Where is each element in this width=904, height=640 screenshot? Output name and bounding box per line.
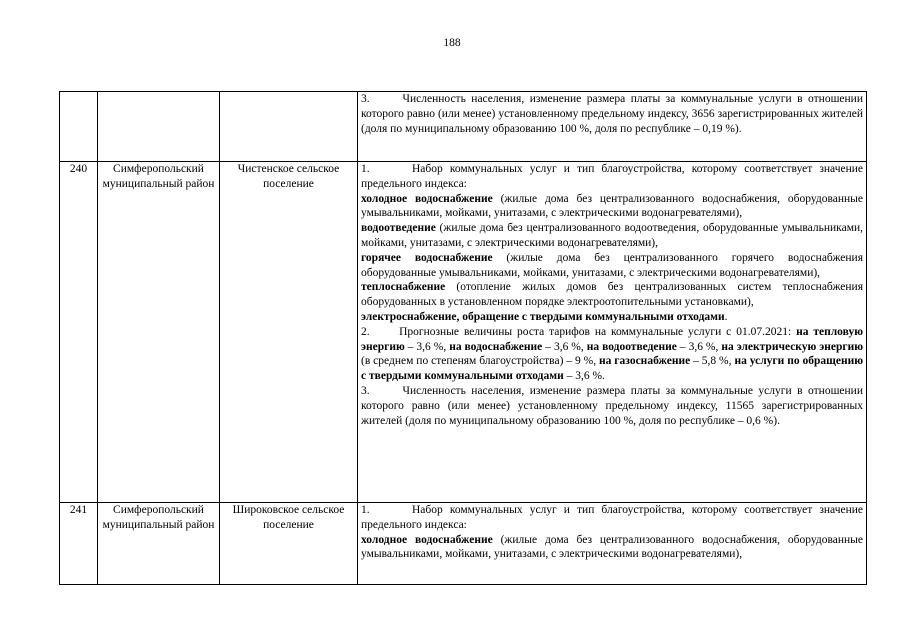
paragraph-end: . bbox=[724, 310, 728, 323]
region-cell bbox=[98, 92, 220, 162]
description-cell bbox=[358, 162, 867, 503]
tariff-value: – 3,6 %, bbox=[404, 340, 450, 353]
description-paragraph bbox=[361, 310, 863, 325]
service-name: обращение с твердыми коммунальными отходами bbox=[462, 310, 725, 323]
service-description: (отопление жилых домов без централизованных систем теплоснабжения оборудованных в установленном порядке электроотопительными установками), bbox=[361, 281, 863, 309]
description-paragraph bbox=[361, 325, 863, 384]
description-paragraph bbox=[361, 384, 863, 428]
description-paragraph bbox=[361, 503, 863, 533]
service-description: (жилые дома без централизованного водоотведения, оборудованные умывальниками, мойками, унитазами, с электрическими водонагревателями), bbox=[361, 222, 863, 249]
tariff-service: на тепловую энергию bbox=[361, 325, 863, 353]
tariff-service: на водоотведение bbox=[586, 340, 677, 353]
region-cell: Симферопольский муниципальный район bbox=[98, 503, 220, 585]
description-paragraph bbox=[361, 221, 863, 251]
tariff-service: на электрическую энергию bbox=[721, 340, 863, 353]
tariff-service: на услуги по обращению с твердыми коммунальными отходами bbox=[361, 355, 863, 383]
table-body bbox=[60, 92, 867, 585]
tariff-value: – 3,6 %, bbox=[542, 340, 587, 353]
service-name: холодное водоснабжение bbox=[361, 192, 493, 205]
paragraph-text: 1. Набор коммунальных услуг и тип благоустройства, которому соответствует значение предельного индекса: bbox=[361, 163, 863, 190]
paragraph-text: 3. Численность населения, изменение размера платы за коммунальные услуги в отношении которого равно (или менее) установленному предельному индексу, 3656 зарегистрированных жителей (доля по муниципальному образованию 100 %, доля по республике – 0,19 %). bbox=[361, 93, 863, 135]
tariff-table bbox=[59, 91, 867, 585]
description-paragraph bbox=[361, 251, 863, 281]
service-name: электроснабжение bbox=[361, 310, 457, 323]
paragraph-text: 1. Набор коммунальных услуг и тип благоустройства, которому соответствует значение предельного индекса: bbox=[361, 504, 863, 531]
region-cell: Симферопольский муниципальный район bbox=[98, 162, 220, 503]
row-number-cell: 240 bbox=[60, 162, 98, 503]
tariff-service: на газоснабжение bbox=[599, 355, 691, 368]
page-number: 188 bbox=[443, 37, 461, 49]
description-cell bbox=[358, 92, 867, 162]
settlement-cell: Чистенское сельское поселение bbox=[220, 162, 358, 503]
row-number-cell bbox=[60, 92, 98, 162]
service-name: теплоснабжение bbox=[361, 281, 446, 294]
table-row bbox=[60, 503, 867, 585]
separator: , bbox=[456, 310, 463, 323]
service-description: (жилые дома без централизованного водоснабжения, оборудованные умывальниками, мойками, унитазами, с электрическими водонагревателями), bbox=[361, 533, 864, 561]
tariff-service: на водоснабжение bbox=[449, 340, 543, 353]
tariff-value: – 5,8 %, bbox=[690, 355, 735, 368]
description-paragraph bbox=[361, 280, 863, 310]
tariff-intro: 2. Прогнозные величины роста тарифов на коммунальные услуги с 01.07.2021: bbox=[361, 325, 797, 338]
description-paragraph bbox=[361, 162, 863, 192]
row-number-cell: 241 bbox=[60, 503, 98, 585]
tariff-value: – 3,6 %, bbox=[676, 340, 722, 353]
service-description: (жилые дома без централизованного горячего водоснабжения оборудованные умывальниками, мойками, унитазами, с электрическими водонагревателями), bbox=[361, 251, 863, 279]
description-cell bbox=[358, 503, 867, 585]
description-paragraph bbox=[361, 192, 863, 222]
service-name: холодное водоснабжение bbox=[361, 533, 493, 546]
tariff-value: (в среднем по степеням благоустройства) – 9 %, bbox=[361, 355, 600, 368]
paragraph-text: 3. Численность населения, изменение размера платы за коммунальные услуги в отношении которого равно (или менее) установленному предельному индексу, 11565 зарегистрированных жителей (доля по муниципальному образованию 100 %, доля по республике – 0,6 %). bbox=[361, 384, 863, 427]
description-paragraph bbox=[361, 92, 863, 136]
service-name: водоотведение bbox=[361, 222, 436, 235]
service-description: (жилые дома без централизованного водоснабжения, оборудованные умывальниками, мойками, унитазами, с электрическими водонагревателями), bbox=[361, 192, 864, 220]
service-name: горячее водоснабжение bbox=[361, 251, 493, 264]
settlement-cell bbox=[220, 92, 358, 162]
settlement-cell: Широковское сельское поселение bbox=[220, 503, 358, 585]
tariff-value: – 3,6 %. bbox=[563, 370, 605, 383]
description-paragraph bbox=[361, 533, 863, 563]
table-row bbox=[60, 92, 867, 162]
table-row bbox=[60, 162, 867, 503]
